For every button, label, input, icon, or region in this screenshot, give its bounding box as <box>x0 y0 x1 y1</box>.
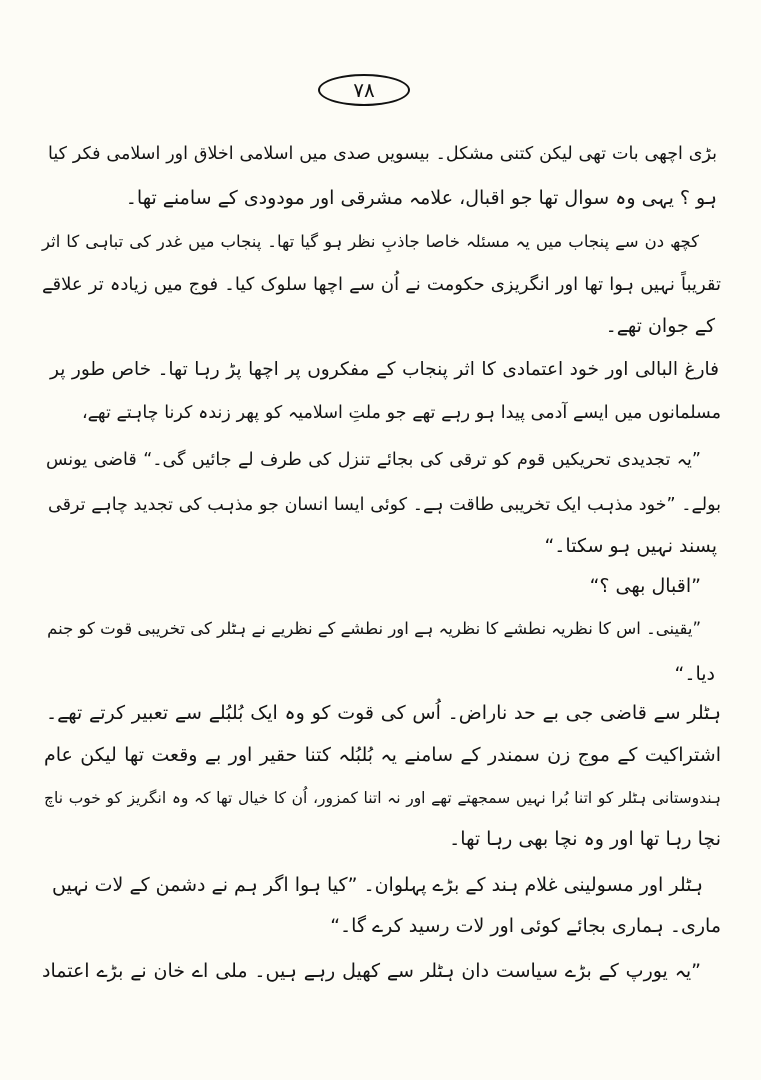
text-line-1: بڑی اچھی بات تھی لیکن کتنی مشکل۔ بیسویں صدی میں اسلامی اخلاق اور اسلامی فکر کیا <box>48 144 717 164</box>
text-line-2: ہو ؟ یہی وہ سوال تھا جو اقبال، علامہ مشرقی اور مودودی کے سامنے تھا۔ <box>125 187 717 209</box>
text-line-11: ”اقبال بھی ؟“ <box>589 575 701 597</box>
text-line-4: تقریباً نہیں ہوا تھا اور انگریزی حکومت نے اُن سے اچھا سلوک کیا۔ فوج میں زیادہ تر علاقے <box>42 274 721 295</box>
text-line-14: ہٹلر سے قاضی جی بے حد ناراض۔ اُس کی قوت کو وہ ایک بُلبُلے سے تعبیر کرتے تھے۔ <box>46 702 721 724</box>
text-line-20: ”یہ یورپ کے بڑے سیاست دان ہٹلر سے کھیل رہے ہیں۔ ملی اے خان نے بڑے اعتماد <box>42 960 701 982</box>
page-number: ۷۸ <box>318 74 410 106</box>
text-line-10: پسند نہیں ہو سکتا۔“ <box>544 535 717 557</box>
text-line-3: کچھ دن سے پنجاب میں یہ مسئلہ خاصا جاذبِ نظر ہو گیا تھا۔ پنجاب میں غدر کی تباہی کا اثر <box>42 232 699 251</box>
text-line-9: بولے۔ ”خود مذہب ایک تخریبی طاقت ہے۔ کوئی ایسا انسان جو مذہب کی تجدید چاہے ترقی <box>48 495 721 515</box>
text-line-12: ”یقینی۔ اس کا نظریہ نطشے کا نظریہ ہے اور نطشے کے نظریے نے ہٹلر کی تخریبی قوت کو جنم <box>47 619 701 638</box>
text-line-15: اشتراکیت کے موج زن سمندر کے سامنے یہ بُلبُلہ کتنا حقیر اور بے وقعت تھا لیکن عام <box>44 744 721 766</box>
text-line-6: فارغ البالی اور خود اعتمادی کا اثر پنجاب کے مفکروں پر اچھا پڑ رہا تھا۔ خاص طور پر <box>50 359 719 380</box>
text-line-13: دیا۔“ <box>674 663 715 685</box>
text-line-18: ہٹلر اور مسولینی غلام ہند کے بڑے پہلوان۔ ”کیا ہوا اگر ہم نے دشمن کے لات نہیں <box>52 874 703 896</box>
text-line-16: ہندوستانی ہٹلر کو اتنا بُرا نہیں سمجھتے تھے اور نہ اتنا کمزور، اُن کا خیال تھا کہ وہ انگریز کو خوب ناچ <box>44 789 721 807</box>
text-line-7: مسلمانوں میں ایسے آدمی پیدا ہو رہے تھے جو ملتِ اسلامیہ کو پھر زندہ کرنا چاہتے تھے، <box>82 403 721 423</box>
text-line-8: ”یہ تجدیدی تحریکیں قوم کو ترقی کی بجائے تنزل کی طرف لے جائیں گی۔“ قاضی یونس <box>46 450 701 470</box>
text-line-5: کے جوان تھے۔ <box>605 315 715 337</box>
text-line-17: نچا رہا تھا اور وہ نچا بھی رہا تھا۔ <box>449 828 721 850</box>
text-line-19: ماری۔ ہماری بجائے کوئی اور لات رسید کرے گا۔“ <box>330 915 721 937</box>
